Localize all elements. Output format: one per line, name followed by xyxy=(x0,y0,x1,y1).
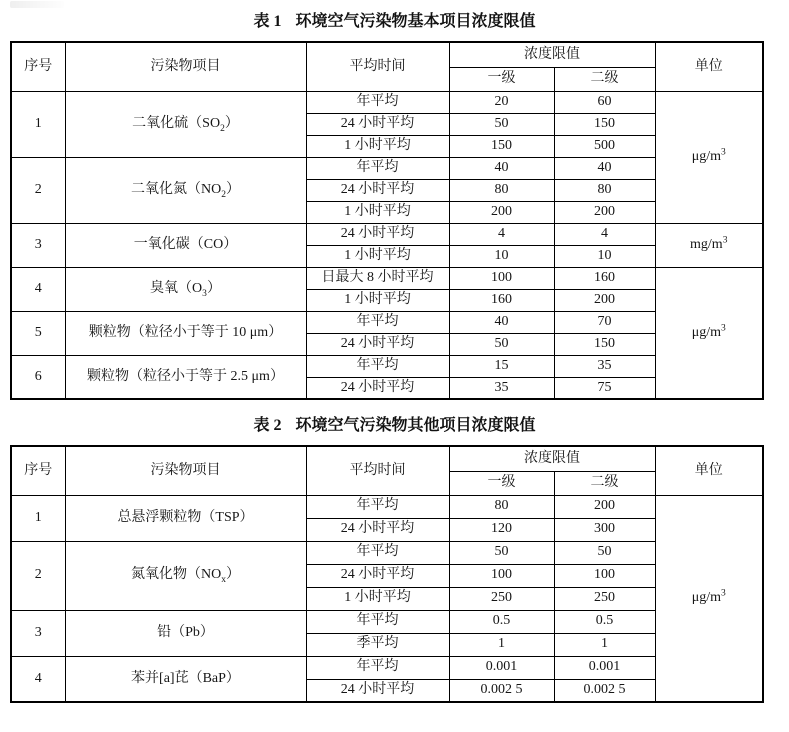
grade2-value-cell: 4 xyxy=(554,223,655,245)
grade1-value-cell: 1 xyxy=(449,633,554,656)
col-header-limits: 浓度限值 xyxy=(449,42,655,67)
averaging-time-cell: 1 小时平均 xyxy=(306,245,449,267)
averaging-time-cell: 日最大 8 小时平均 xyxy=(306,267,449,289)
header-row-1 xyxy=(11,446,763,471)
grade1-value-cell: 40 xyxy=(449,157,554,179)
grade1-value-cell: 10 xyxy=(449,245,554,267)
col-header-grade2: 二级 xyxy=(554,67,655,91)
table2-title xyxy=(0,400,789,436)
table-2 xyxy=(10,445,764,703)
averaging-time-cell: 24 小时平均 xyxy=(306,679,449,702)
table-row xyxy=(11,355,763,377)
table1-title xyxy=(0,0,789,32)
averaging-time-cell: 年平均 xyxy=(306,541,449,564)
averaging-time-cell: 1 小时平均 xyxy=(306,201,449,223)
grade1-value-cell: 120 xyxy=(449,518,554,541)
averaging-time-cell: 季平均 xyxy=(306,633,449,656)
table2-title-label: 表 2 xyxy=(253,417,282,434)
grade1-value-cell: 35 xyxy=(449,377,554,399)
row-number-cell: 3 xyxy=(11,610,65,656)
grade1-value-cell: 4 xyxy=(449,223,554,245)
pollutant-name-cell: 总悬浮颗粒物（TSP） xyxy=(65,495,306,541)
averaging-time-cell: 24 小时平均 xyxy=(306,333,449,355)
averaging-time-cell: 年平均 xyxy=(306,157,449,179)
grade1-value-cell: 100 xyxy=(449,564,554,587)
averaging-time-cell: 年平均 xyxy=(306,91,449,113)
row-number-cell: 4 xyxy=(11,656,65,702)
pollutant-name-cell: 颗粒物（粒径小于等于 10 μm） xyxy=(65,311,306,355)
row-number-cell: 1 xyxy=(11,91,65,157)
grade1-value-cell: 50 xyxy=(449,333,554,355)
col-header-pollutant: 污染物项目 xyxy=(65,446,306,495)
table2-title-text: 环境空气污染物其他项目浓度限值 xyxy=(295,417,536,434)
unit-cell: $\mu g/m^3$ xyxy=(655,267,763,399)
grade1-value-cell: 160 xyxy=(449,289,554,311)
grade2-value-cell: 200 xyxy=(554,495,655,518)
grade2-value-cell: 150 xyxy=(554,333,655,355)
col-header-no: 序号 xyxy=(11,42,65,91)
col-header-grade2: 二级 xyxy=(554,471,655,495)
table-row xyxy=(11,91,763,113)
table-row xyxy=(11,223,763,245)
col-header-unit: 单位 xyxy=(655,42,763,91)
table-row xyxy=(11,495,763,518)
table-row xyxy=(11,541,763,564)
col-header-no: 序号 xyxy=(11,446,65,495)
grade2-value-cell: 80 xyxy=(554,179,655,201)
table-row xyxy=(11,157,763,179)
table2-section xyxy=(0,400,789,703)
grade2-value-cell: 150 xyxy=(554,113,655,135)
row-number-cell: 1 xyxy=(11,495,65,541)
pollutant-name-cell: 二氧化硫$(SO_2)$ xyxy=(65,91,306,157)
averaging-time-cell: 年平均 xyxy=(306,656,449,679)
col-header-time: 平均时间 xyxy=(306,42,449,91)
table-1 xyxy=(10,41,764,400)
table-row xyxy=(11,656,763,679)
col-header-unit: 单位 xyxy=(655,446,763,495)
averaging-time-cell: 1 小时平均 xyxy=(306,135,449,157)
grade2-value-cell: 0.5 xyxy=(554,610,655,633)
averaging-time-cell: 24 小时平均 xyxy=(306,564,449,587)
pollutant-name-cell: 铅（Pb） xyxy=(65,610,306,656)
grade1-value-cell: 80 xyxy=(449,495,554,518)
grade1-value-cell: 50 xyxy=(449,541,554,564)
unit-cell: $\mu g/m^3$ xyxy=(655,495,763,702)
unit-cell: $\mu g/m^3$ xyxy=(655,91,763,223)
averaging-time-cell: 1 小时平均 xyxy=(306,289,449,311)
scan-artifact xyxy=(10,1,64,8)
table-row xyxy=(11,610,763,633)
col-header-time: 平均时间 xyxy=(306,446,449,495)
averaging-time-cell: 24 小时平均 xyxy=(306,377,449,399)
row-number-cell: 2 xyxy=(11,157,65,223)
grade2-value-cell: 40 xyxy=(554,157,655,179)
grade1-value-cell: 150 xyxy=(449,135,554,157)
grade1-value-cell: 20 xyxy=(449,91,554,113)
grade1-value-cell: 80 xyxy=(449,179,554,201)
row-number-cell: 6 xyxy=(11,355,65,399)
grade2-value-cell: 200 xyxy=(554,201,655,223)
averaging-time-cell: 24 小时平均 xyxy=(306,223,449,245)
table-row xyxy=(11,311,763,333)
grade1-value-cell: 250 xyxy=(449,587,554,610)
table1-title-text: 环境空气污染物基本项目浓度限值 xyxy=(295,13,536,30)
grade2-value-cell: 0.002 5 xyxy=(554,679,655,702)
pollutant-name-cell: 臭氧$(O_3)$ xyxy=(65,267,306,311)
unit-cell: $mg/m^3$ xyxy=(655,223,763,267)
grade1-value-cell: 0.002 5 xyxy=(449,679,554,702)
averaging-time-cell: 24 小时平均 xyxy=(306,113,449,135)
grade2-value-cell: 50 xyxy=(554,541,655,564)
grade2-value-cell: 35 xyxy=(554,355,655,377)
grade1-value-cell: 200 xyxy=(449,201,554,223)
grade2-value-cell: 100 xyxy=(554,564,655,587)
pollutant-name-cell: 一氧化碳（CO） xyxy=(65,223,306,267)
col-header-grade1: 一级 xyxy=(449,67,554,91)
averaging-time-cell: 24 小时平均 xyxy=(306,518,449,541)
averaging-time-cell: 年平均 xyxy=(306,311,449,333)
row-number-cell: 3 xyxy=(11,223,65,267)
pollutant-name-cell: 二氧化氮$(NO_2)$ xyxy=(65,157,306,223)
grade1-value-cell: 0.001 xyxy=(449,656,554,679)
grade2-value-cell: 250 xyxy=(554,587,655,610)
grade2-value-cell: 75 xyxy=(554,377,655,399)
col-header-limits: 浓度限值 xyxy=(449,446,655,471)
grade2-value-cell: 60 xyxy=(554,91,655,113)
row-number-cell: 5 xyxy=(11,311,65,355)
grade1-value-cell: 100 xyxy=(449,267,554,289)
row-number-cell: 4 xyxy=(11,267,65,311)
averaging-time-cell: 年平均 xyxy=(306,610,449,633)
grade2-value-cell: 10 xyxy=(554,245,655,267)
averaging-time-cell: 年平均 xyxy=(306,355,449,377)
col-header-pollutant: 污染物项目 xyxy=(65,42,306,91)
grade1-value-cell: 0.5 xyxy=(449,610,554,633)
grade2-value-cell: 500 xyxy=(554,135,655,157)
grade2-value-cell: 1 xyxy=(554,633,655,656)
table1-title-label: 表 1 xyxy=(253,13,282,30)
row-number-cell: 2 xyxy=(11,541,65,610)
table-row xyxy=(11,267,763,289)
pollutant-name-cell: 苯并[a]芘（BaP） xyxy=(65,656,306,702)
averaging-time-cell: 24 小时平均 xyxy=(306,179,449,201)
col-header-grade1: 一级 xyxy=(449,471,554,495)
grade2-value-cell: 200 xyxy=(554,289,655,311)
grade2-value-cell: 70 xyxy=(554,311,655,333)
averaging-time-cell: 年平均 xyxy=(306,495,449,518)
grade2-value-cell: 300 xyxy=(554,518,655,541)
header-row-1 xyxy=(11,42,763,67)
grade2-value-cell: 160 xyxy=(554,267,655,289)
pollutant-name-cell: 颗粒物（粒径小于等于 2.5 μm） xyxy=(65,355,306,399)
pollutant-name-cell: 氮氧化物$(NO_x)$ xyxy=(65,541,306,610)
averaging-time-cell: 1 小时平均 xyxy=(306,587,449,610)
grade1-value-cell: 15 xyxy=(449,355,554,377)
grade1-value-cell: 40 xyxy=(449,311,554,333)
grade2-value-cell: 0.001 xyxy=(554,656,655,679)
grade1-value-cell: 50 xyxy=(449,113,554,135)
